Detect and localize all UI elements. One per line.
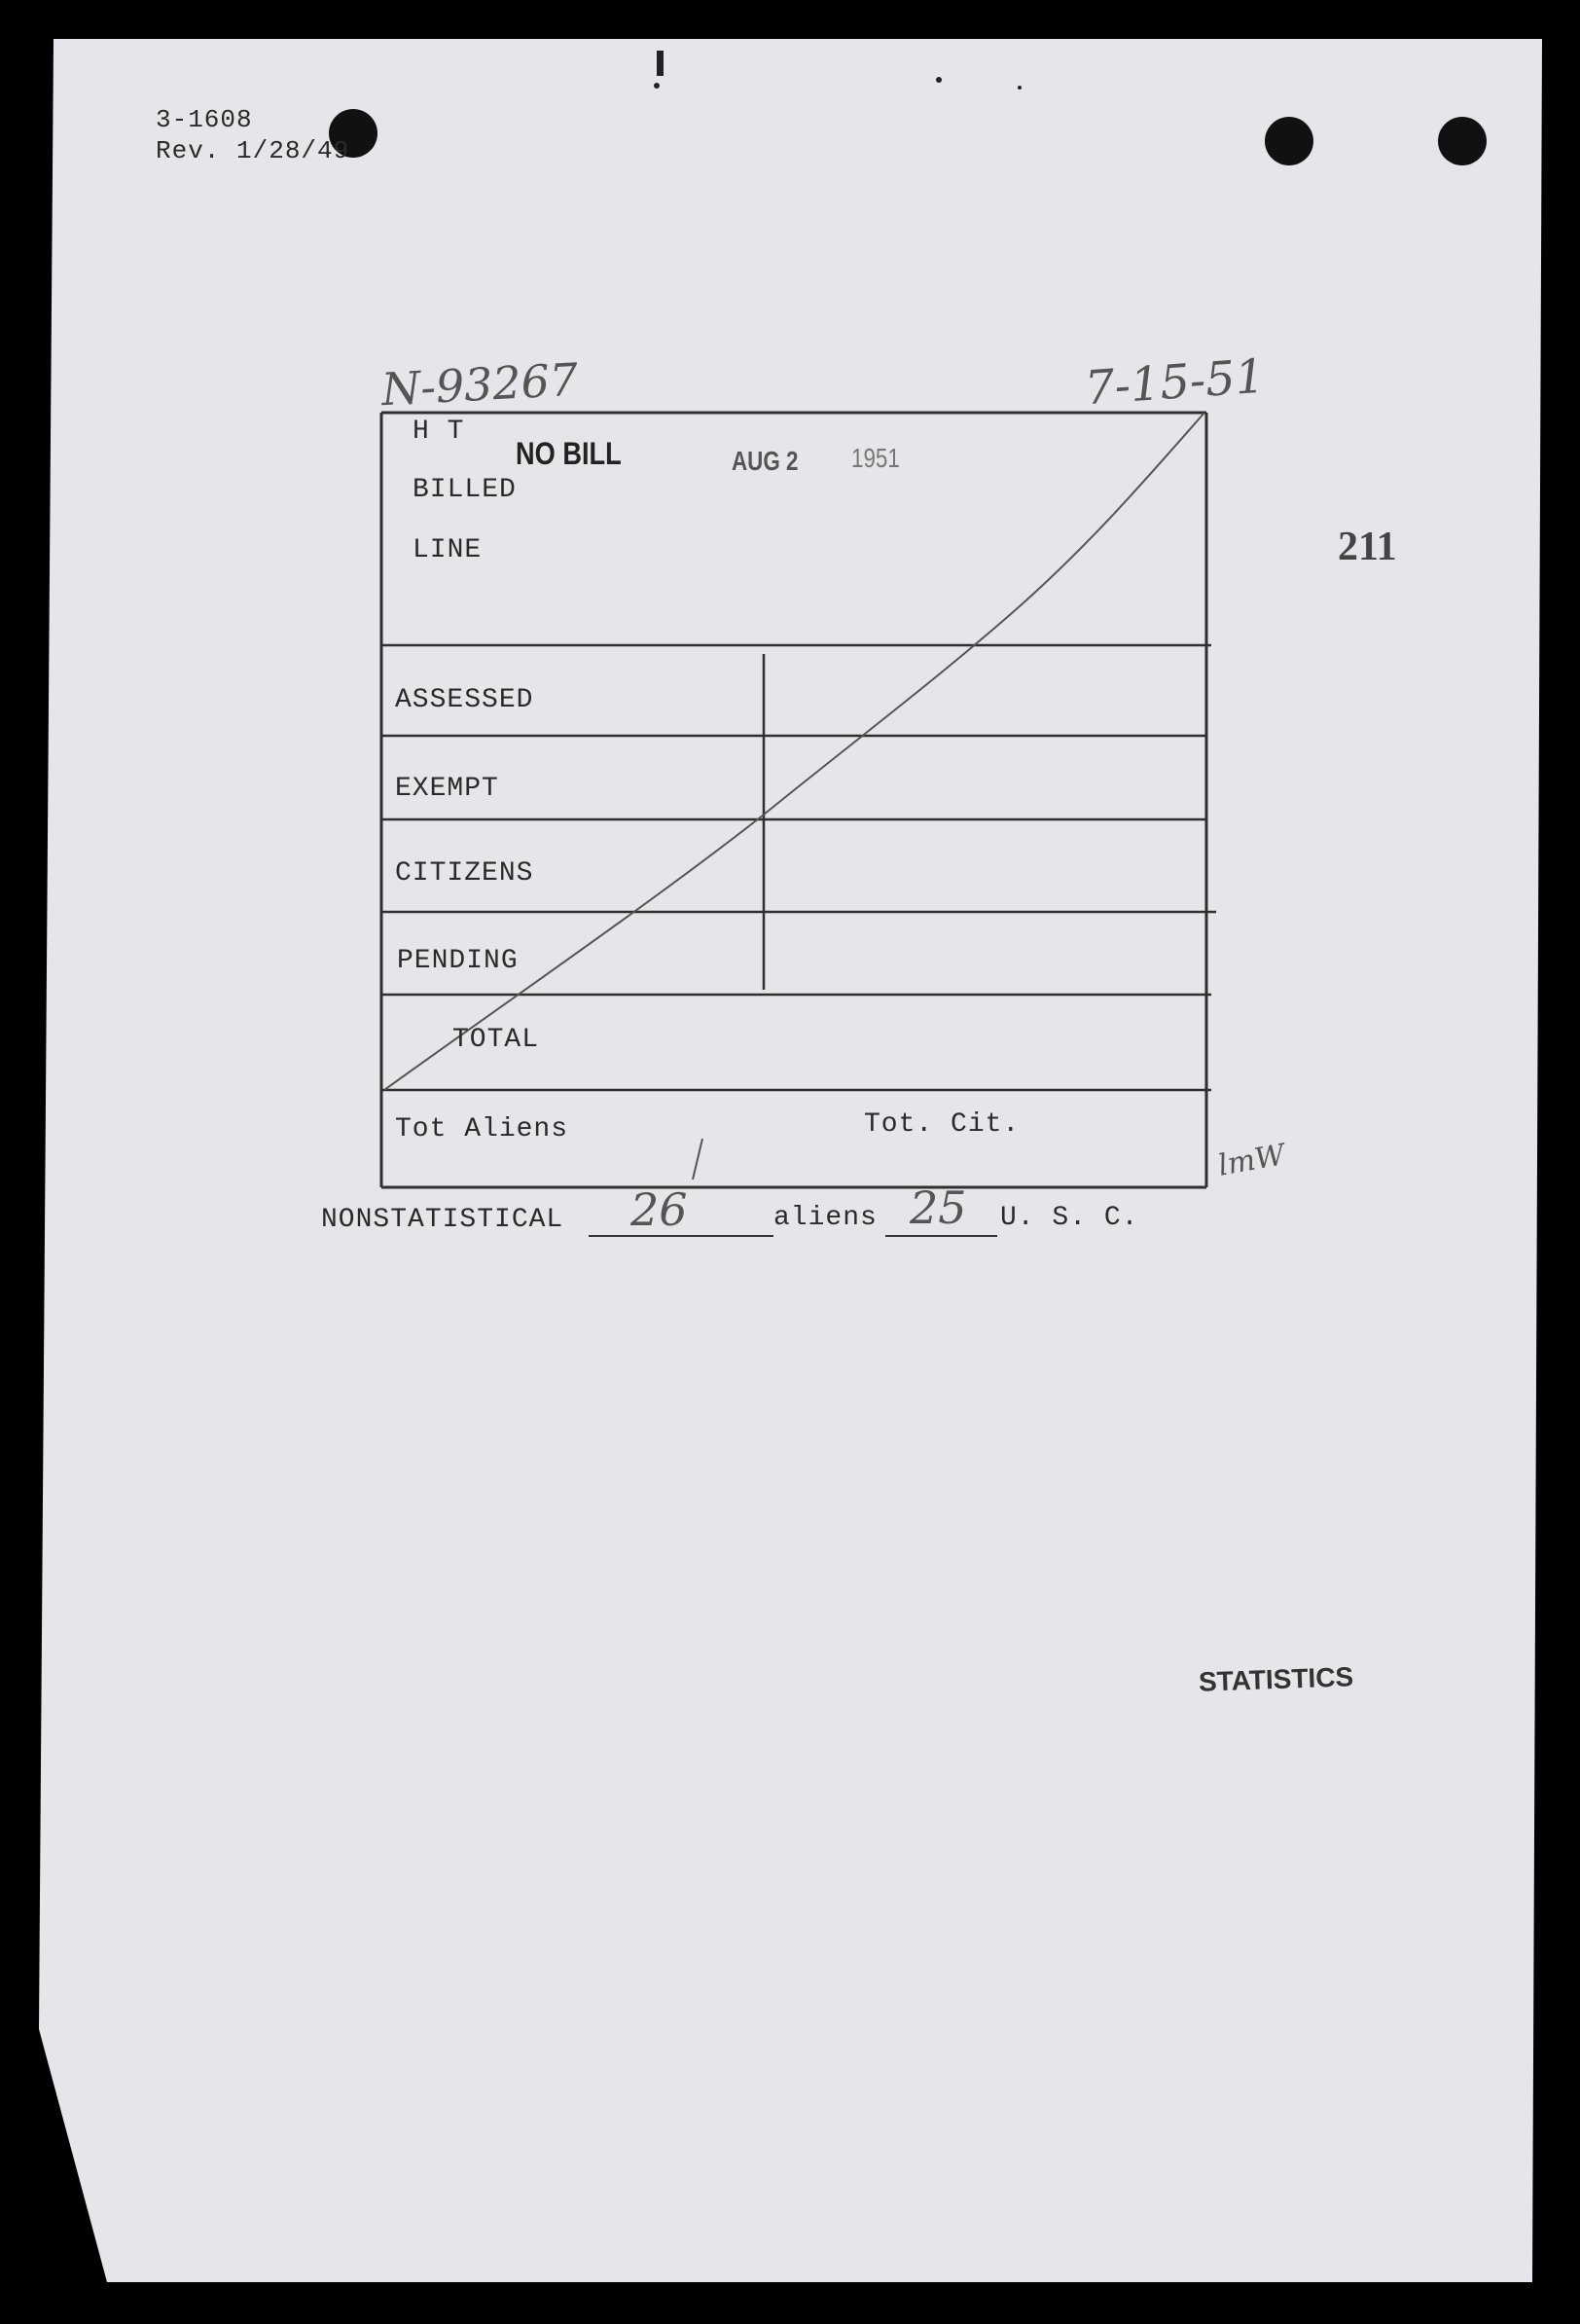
speck: [654, 83, 660, 89]
date-stamp-month-day: AUG 2: [732, 446, 799, 476]
initials-handwritten: lmW: [1215, 1138, 1288, 1183]
usc-count-handwritten: 25: [910, 1181, 967, 1234]
header-line-billed: BILLED: [413, 475, 517, 505]
speck: [1018, 86, 1022, 90]
page-number-stamp: 211: [1338, 525, 1397, 569]
speck: [657, 51, 664, 76]
row-label-citizens: CITIZENS: [395, 858, 534, 889]
aliens-count-handwritten: 26: [630, 1183, 688, 1236]
file-number-handwritten: N-93267: [379, 352, 580, 417]
tot-aliens-label: Tot Aliens: [395, 1114, 569, 1144]
total-label: TOTAL: [452, 1025, 540, 1055]
header-line-ht: H T: [413, 417, 465, 447]
row-label-pending: PENDING: [397, 946, 519, 976]
statistics-stamp: STATISTICS: [1198, 1661, 1354, 1697]
header-line-line: LINE: [413, 535, 483, 565]
row-label-exempt: EXEMPT: [395, 774, 499, 804]
tot-cit-label: Tot. Cit.: [864, 1109, 1021, 1140]
row-label-assessed: ASSESSED: [395, 685, 534, 715]
date-handwritten: 7-15-51: [1083, 348, 1267, 417]
nonstatistical-label: NONSTATISTICAL: [321, 1205, 564, 1235]
punch-hole: [1438, 117, 1487, 165]
punch-hole: [1265, 117, 1313, 165]
date-stamp-year: 1951: [851, 443, 900, 473]
no-bill-stamp: NO BILL: [516, 436, 622, 471]
paper-sheet: [39, 39, 1542, 2282]
aliens-label: aliens: [773, 1203, 878, 1233]
form-number: 3-1608: [156, 105, 253, 134]
usc-label: U. S. C.: [1000, 1203, 1139, 1233]
form-revision: Rev. 1/28/49: [156, 136, 350, 165]
speck: [936, 77, 942, 83]
